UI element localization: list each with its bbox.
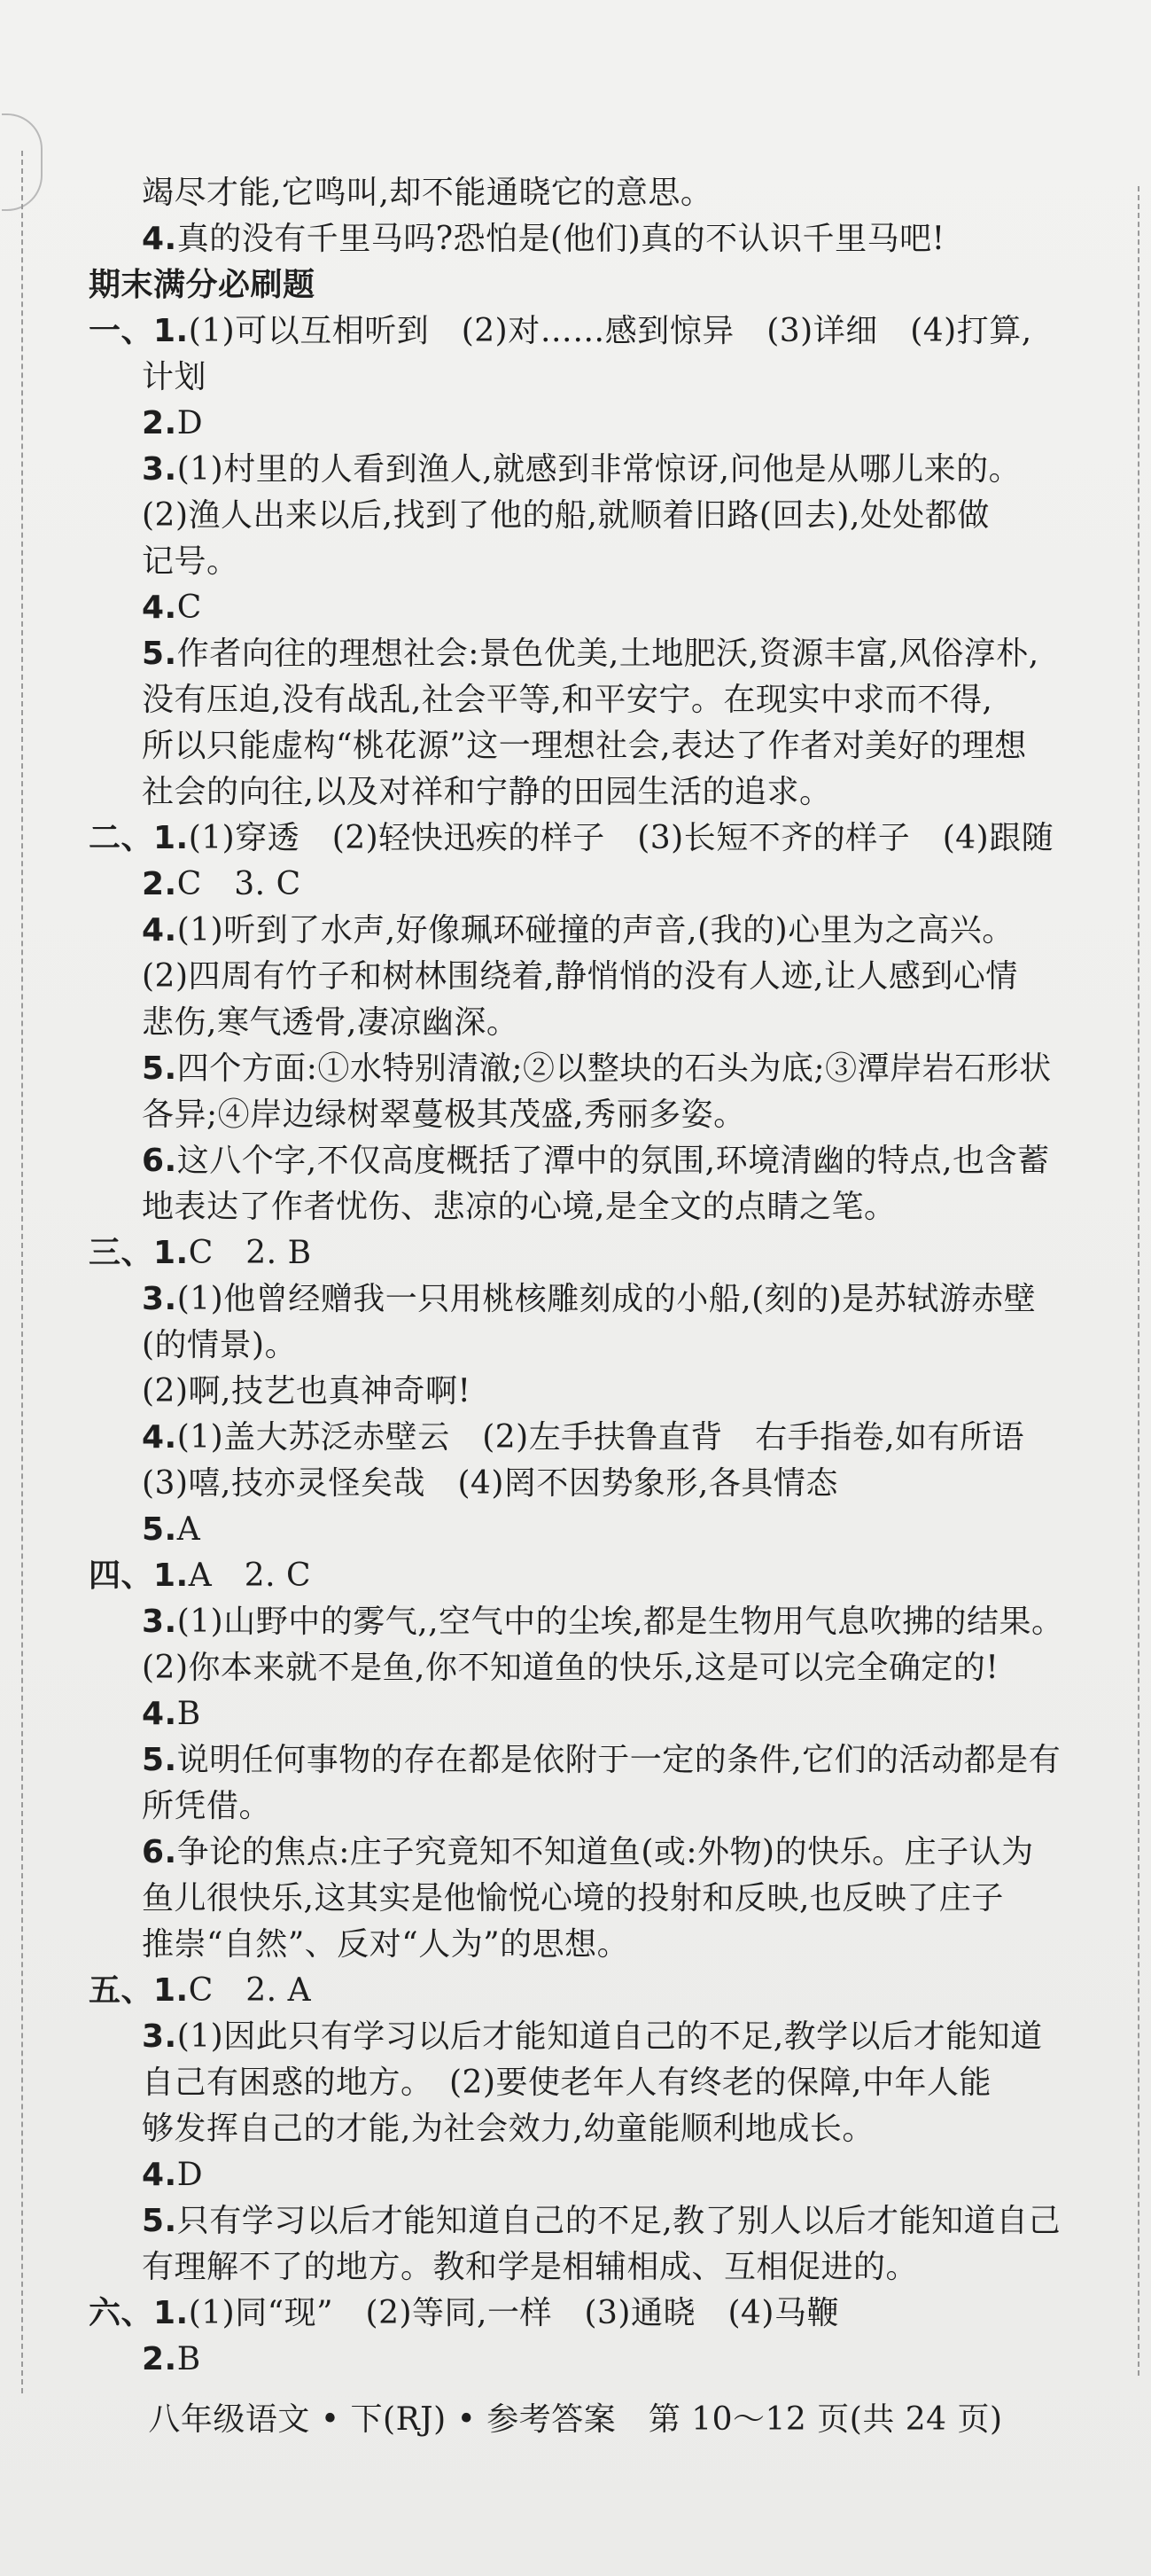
answer-text: D bbox=[176, 405, 204, 441]
answer-line bbox=[89, 631, 1116, 677]
answer-line bbox=[89, 493, 1116, 539]
question-number: 6. bbox=[142, 1834, 177, 1870]
answer-text: 鱼儿很快乐,这其实是他愉悦心境的投射和反映,也反映了庄子 bbox=[142, 1880, 1004, 1916]
question-number: 3. bbox=[142, 2018, 177, 2055]
answer-line bbox=[89, 1507, 1116, 1553]
answer-line bbox=[89, 1553, 1116, 1599]
answer-text: C 3. C bbox=[176, 866, 301, 902]
answer-line bbox=[89, 2060, 1116, 2106]
question-number: 5. bbox=[142, 1742, 177, 1778]
answer-text: (2)你本来就不是鱼,你不知道鱼的快乐,这是可以完全确定的! bbox=[142, 1650, 999, 1686]
answer-text: C 2. B bbox=[188, 1235, 312, 1271]
answer-line bbox=[89, 216, 1116, 262]
answer-line bbox=[89, 585, 1116, 631]
answer-text: 真的没有千里马吗?恐怕是(他们)真的不认识千里马吧! bbox=[176, 221, 945, 257]
answer-text: (2)渔人出来以后,找到了他的船,就顺着旧路(回去),处处都做 bbox=[142, 497, 990, 534]
question-number: 4. bbox=[142, 1696, 177, 1732]
answer-line bbox=[89, 1645, 1116, 1691]
answer-line bbox=[89, 1737, 1116, 1784]
question-number: 2. bbox=[142, 2341, 177, 2377]
right-dashed-rule bbox=[1138, 186, 1139, 2376]
answer-text: 社会的向往,以及对祥和宁静的田园生活的追求。 bbox=[142, 774, 832, 810]
answer-line bbox=[89, 355, 1116, 401]
answer-text: 这八个字,不仅高度概括了潭中的氛围,环境清幽的特点,也含蓄 bbox=[176, 1143, 1050, 1179]
answer-line bbox=[89, 1830, 1116, 1876]
answer-text: B bbox=[176, 1696, 201, 1732]
answer-line bbox=[89, 908, 1116, 954]
answer-text: C 2. A bbox=[188, 1972, 312, 2009]
answer-text: 各异;④岸边绿树翠蔓极其茂盛,秀丽多姿。 bbox=[142, 1097, 746, 1133]
answer-line bbox=[89, 816, 1116, 862]
question-number: 一、1. bbox=[89, 313, 189, 349]
answer-text: (1)同“现” (2)等同,一样 (3)通晓 (4)马鞭 bbox=[188, 2295, 839, 2331]
answer-line bbox=[89, 1092, 1116, 1138]
answer-line bbox=[89, 1691, 1116, 1737]
answer-text: 所以只能虚构“桃花源”这一理想社会,表达了作者对美好的理想 bbox=[142, 728, 1027, 764]
answer-text: 够发挥自己的才能,为社会效力,幼童能顺利地成长。 bbox=[142, 2111, 875, 2147]
answer-line bbox=[89, 2291, 1116, 2337]
question-number: 5. bbox=[142, 1511, 177, 1548]
answer-text: A 2. C bbox=[188, 1557, 312, 1594]
answer-text: 四个方面:①水特别清澈;②以整块的石头为底;③潭岸岩石形状 bbox=[176, 1050, 1052, 1087]
answer-line bbox=[89, 862, 1116, 908]
question-number: 3. bbox=[142, 1604, 177, 1640]
answer-text: 自己有困惑的地方。 (2)要使老年人有终老的保障,中年人能 bbox=[142, 2065, 992, 2101]
question-number: 4. bbox=[142, 589, 177, 626]
answer-line bbox=[89, 1276, 1116, 1323]
answer-line bbox=[89, 447, 1116, 493]
answer-line bbox=[89, 1599, 1116, 1645]
answer-line bbox=[89, 2106, 1116, 2152]
answer-line bbox=[89, 1968, 1116, 2014]
answer-text: (1)可以互相听到 (2)对……感到惊异 (3)详细 (4)打算, bbox=[188, 313, 1032, 349]
answer-line bbox=[89, 1369, 1116, 1415]
answer-line bbox=[89, 308, 1116, 355]
answer-line bbox=[89, 954, 1116, 1000]
answer-line bbox=[89, 1046, 1116, 1092]
answer-text: (2)啊,技艺也真神奇啊! bbox=[142, 1373, 471, 1409]
question-number: 五、1. bbox=[89, 1972, 189, 2009]
question-number: 三、1. bbox=[89, 1235, 189, 1271]
question-number: 2. bbox=[142, 866, 177, 902]
answer-text: (1)因此只有学习以后才能知道自己的不足,教学以后才能知道 bbox=[176, 2018, 1043, 2055]
answer-text: (1)盖大苏泛赤壁云 (2)左手扶鲁直背 右手指卷,如有所语 bbox=[176, 1419, 1025, 1456]
answer-text: 没有压迫,没有战乱,社会平等,和平安宁。在现实中求而不得, bbox=[142, 682, 993, 718]
answer-line bbox=[89, 2014, 1116, 2060]
question-number: 4. bbox=[142, 221, 177, 257]
answer-line bbox=[89, 677, 1116, 723]
answer-text: 作者向往的理想社会:景色优美,土地肥沃,资源丰富,风俗淳朴, bbox=[176, 636, 1039, 672]
question-number: 3. bbox=[142, 1281, 177, 1317]
question-number: 4. bbox=[142, 912, 177, 948]
answer-line bbox=[89, 2244, 1116, 2291]
question-number: 6. bbox=[142, 1143, 177, 1179]
question-number: 4. bbox=[142, 1419, 177, 1456]
answer-line bbox=[89, 1784, 1116, 1830]
answer-line bbox=[89, 2152, 1116, 2198]
answer-text: (1)村里的人看到渔人,就感到非常惊讶,问他是从哪儿来的。 bbox=[176, 451, 1022, 488]
answer-text: D bbox=[176, 2157, 204, 2193]
answer-text: A bbox=[176, 1511, 201, 1548]
answer-text: 有理解不了的地方。教和学是相辅相成、互相促进的。 bbox=[142, 2249, 919, 2285]
question-number: 六、1. bbox=[89, 2295, 189, 2331]
answer-line bbox=[89, 769, 1116, 816]
question-number: 4. bbox=[142, 2157, 177, 2193]
answer-text: 地表达了作者忧伤、悲凉的心境,是全文的点睛之笔。 bbox=[142, 1189, 897, 1225]
answer-line bbox=[89, 1000, 1116, 1046]
answer-line bbox=[89, 1461, 1116, 1507]
answer-line bbox=[89, 1323, 1116, 1369]
answer-line bbox=[89, 1184, 1116, 1230]
answer-text: (1)他曾经赠我一只用桃核雕刻成的小船,(刻的)是苏轼游赤壁 bbox=[176, 1281, 1037, 1317]
answer-text: 悲伤,寒气透骨,凄凉幽深。 bbox=[142, 1004, 519, 1041]
question-number: 5. bbox=[142, 1050, 177, 1087]
question-number: 四、1. bbox=[89, 1557, 189, 1594]
question-number: 5. bbox=[142, 2203, 177, 2239]
answer-text: 争论的焦点:庄子究竟知不知道鱼(或:外物)的快乐。庄子认为 bbox=[176, 1834, 1034, 1870]
question-number: 5. bbox=[142, 636, 177, 672]
answer-line bbox=[89, 1138, 1116, 1184]
answer-content bbox=[89, 170, 1116, 2383]
answer-text: 推崇“自然”、反对“人为”的思想。 bbox=[142, 1926, 630, 1963]
page-footer: 八年级语文 • 下(RJ) • 参考答案 第 10～12 页(共 24 页) bbox=[148, 2401, 1003, 2438]
question-number: 2. bbox=[142, 405, 177, 441]
answer-text: 计划 bbox=[142, 359, 207, 395]
answer-text: 竭尽才能,它鸣叫,却不能通晓它的意思。 bbox=[142, 175, 713, 211]
answer-text: 所凭借。 bbox=[142, 1788, 272, 1824]
answer-line bbox=[89, 170, 1116, 216]
answer-text: 记号。 bbox=[142, 543, 239, 580]
answer-text: (的情景)。 bbox=[142, 1327, 298, 1363]
answer-line bbox=[89, 401, 1116, 447]
answer-text: (1)听到了水声,好像珮环碰撞的声音,(我的)心里为之高兴。 bbox=[176, 912, 1015, 948]
answer-text: 说明任何事物的存在都是依附于一定的条件,它们的活动都是有 bbox=[176, 1742, 1062, 1778]
answer-line bbox=[89, 1230, 1116, 1276]
answer-line bbox=[89, 1876, 1116, 1922]
answer-line bbox=[89, 262, 1116, 308]
answer-line bbox=[89, 1922, 1116, 1968]
answer-text: 期末满分必刷题 bbox=[89, 267, 315, 303]
answer-text: 只有学习以后才能知道自己的不足,教了别人以后才能知道自己 bbox=[176, 2203, 1062, 2239]
answer-line bbox=[89, 2198, 1116, 2244]
question-number: 二、1. bbox=[89, 820, 189, 856]
answer-text: (3)嘻,技亦灵怪矣哉 (4)罔不因势象形,各具情态 bbox=[142, 1465, 838, 1502]
answer-text: B bbox=[176, 2341, 201, 2377]
answer-line bbox=[89, 2337, 1116, 2383]
answer-text: (1)穿透 (2)轻快迅疾的样子 (3)长短不齐的样子 (4)跟随 bbox=[188, 820, 1054, 856]
answer-text: (1)山野中的雾气,,空气中的尘埃,都是生物用气息吹拂的结果。 bbox=[176, 1604, 1064, 1640]
answer-line bbox=[89, 539, 1116, 585]
question-number: 3. bbox=[142, 451, 177, 488]
answer-text: C bbox=[176, 589, 202, 626]
answer-line bbox=[89, 723, 1116, 769]
left-dashed-rule bbox=[21, 151, 23, 2393]
answer-text: (2)四周有竹子和树林围绕着,静悄悄的没有人迹,让人感到心情 bbox=[142, 958, 1018, 995]
answer-line bbox=[89, 1415, 1116, 1461]
